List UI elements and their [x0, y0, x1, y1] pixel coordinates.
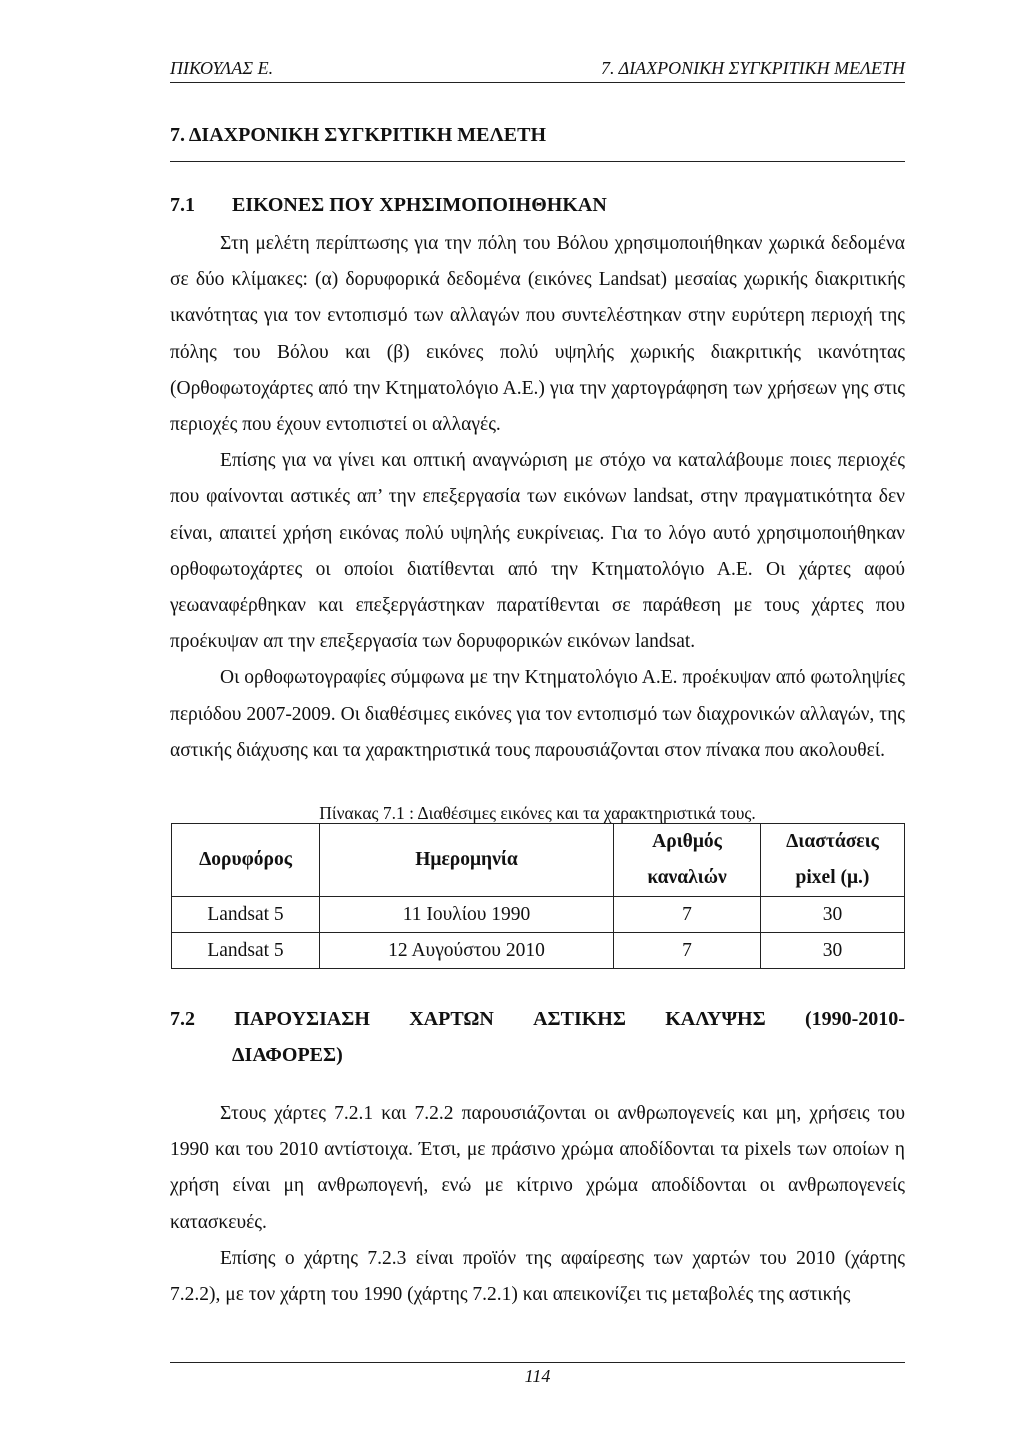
title-word: ΠΑΡΟΥΣΙΑΣΗ	[234, 1008, 370, 1030]
cell-pixel: 30	[761, 933, 905, 969]
section-7-1-body	[170, 226, 905, 769]
paragraph: Επίσης ο χάρτης 7.2.3 είναι προϊόν της αφαίρεσης των χαρτών του 2010 (χάρτης 7.2.2), με τον χάρτη του 1990 (χάρτης 7.2.1) και απεικονίζει τις μεταβολές της αστικής	[170, 1247, 905, 1306]
section-title: ΕΙΚΟΝΕΣ ΠΟΥ ΧΡΗΣΙΜΟΠΟΙΗΘΗΚΑΝ	[232, 194, 607, 216]
col-header-bands	[614, 824, 761, 897]
page-number: 114	[524, 1366, 551, 1386]
col-header-pixel	[761, 824, 905, 897]
header-author: ΠΙΚΟΥΛΑΣ Ε.	[170, 58, 274, 78]
paragraph: Επίσης για να γίνει και οπτική αναγνώριση με στόχο να καταλάβουμε ποιες περιοχές που φαίνονται αστικές απ’ την επεξεργασία των εικόνων landsat, στην πραγματικότητα δεν είναι, απαιτεί χρήση εικόνας πολύ υψηλής ευκρίνειας. Για το λόγο αυτό χρησιμοποιήθηκαν ορθοφωτοχάρτες οι οποίοι διατίθενται από την Κτηματολόγιο Α.Ε. Οι χάρτες αφού γεωαναφέρθηκαν και επεξεργάστηκαν παρατίθενται σε παράθεση με τους χάρτες που προέκυψαν απ την επεξεργασία των δορυφορικών εικόνων landsat.	[170, 450, 905, 653]
cell-bands: 7	[614, 897, 761, 933]
section-heading-7-1	[170, 194, 905, 217]
title-word: ΑΣΤΙΚΗΣ	[533, 1008, 626, 1030]
table-header-row	[172, 824, 905, 897]
running-header	[170, 58, 905, 83]
cell-satellite: Landsat 5	[172, 897, 320, 933]
chapter-title: 7. ΔΙΑΧΡΟΝΙΚΗ ΣΥΓΚΡΙΤΙΚΗ ΜΕΛΕΤΗ	[170, 124, 905, 162]
section-number: 7.2	[170, 1008, 195, 1030]
col-header-bands-line1: Αριθμός	[652, 831, 722, 852]
cell-satellite: Landsat 5	[172, 933, 320, 969]
section-heading-line2: ΔΙΑΦΟΡΕΣ)	[232, 1044, 343, 1066]
title-word: ΚΑΛΥΨΗΣ	[665, 1008, 766, 1030]
images-table	[171, 823, 905, 969]
section-7-2-body	[170, 1096, 905, 1313]
col-header-pixel-line1: Διαστάσεις	[786, 831, 879, 852]
table-row	[172, 897, 905, 933]
cell-date: 12 Αυγούστου 2010	[320, 933, 614, 969]
col-header-satellite: Δορυφόρος	[172, 824, 320, 897]
cell-date: 11 Ιουλίου 1990	[320, 897, 614, 933]
paragraph: Οι ορθοφωτογραφίες σύμφωνα με την Κτηματολόγιο Α.Ε. προέκυψαν από φωτοληψίες περιόδου 2007-2009. Οι διαθέσιμες εικόνες για τον εντοπισμό των διαχρονικών αλλαγών, της αστικής διάχυσης και τα χαρακτηριστικά τους παρουσιάζονται στον πίνακα που ακολουθεί.	[170, 667, 905, 761]
header-chapter: 7. ΔΙΑΧΡΟΝΙΚΗ ΣΥΓΚΡΙΤΙΚΗ ΜΕΛΕΤΗ	[600, 58, 905, 78]
section-heading-line1	[170, 1001, 905, 1037]
footer-rule	[170, 1362, 905, 1363]
section-heading-7-2	[170, 1001, 905, 1073]
paragraph: Στη μελέτη περίπτωσης για την πόλη του Βόλου χρησιμοποιήθηκαν χωρικά δεδομένα σε δύο κλίμακες: (α) δορυφορικά δεδομένα (εικόνες Landsat) μεσαίας χωρικής διακριτικής ικανότητας για τον εντοπισμό των αλλαγών που συντελέστηκαν στην ευρύτερη περιοχή της πόλης του Βόλου και (β) εικόνες πολύ υψηλής χωρικής διακριτικής ικανότητας (Ορθοφωτοχάρτες από την Κτηματολόγιο Α.Ε.) για την χαρτογράφηση των χρήσεων γης στις περιοχές που έχουν εντοπιστεί οι αλλαγές.	[170, 233, 905, 436]
col-header-date: Ημερομηνία	[320, 824, 614, 897]
col-header-pixel-line2: pixel (μ.)	[795, 867, 870, 888]
section-number: 7.1	[170, 194, 195, 216]
table-row	[172, 933, 905, 969]
col-header-bands-line2: καναλιών	[647, 867, 727, 888]
cell-pixel: 30	[761, 897, 905, 933]
cell-bands: 7	[614, 933, 761, 969]
title-word: (1990-2010-	[804, 1008, 905, 1030]
title-word: ΧΑΡΤΩΝ	[409, 1008, 494, 1030]
paragraph: Στους χάρτες 7.2.1 και 7.2.2 παρουσιάζονται οι ανθρωπογενείς και μη, χρήσεις του 1990 και του 2010 αντίστοιχα. Έτσι, με πράσινο χρώμα αποδίδονται τα pixels των οποίων η χρήση είναι μη ανθρωπογενή, ενώ με κίτρινο χρώμα αποδίδονται οι ανθρωπογενείς κατασκευές.	[170, 1103, 905, 1233]
table-caption: Πίνακας 7.1 : Διαθέσιμες εικόνες και τα χαρακτηριστικά τους.	[319, 803, 756, 823]
